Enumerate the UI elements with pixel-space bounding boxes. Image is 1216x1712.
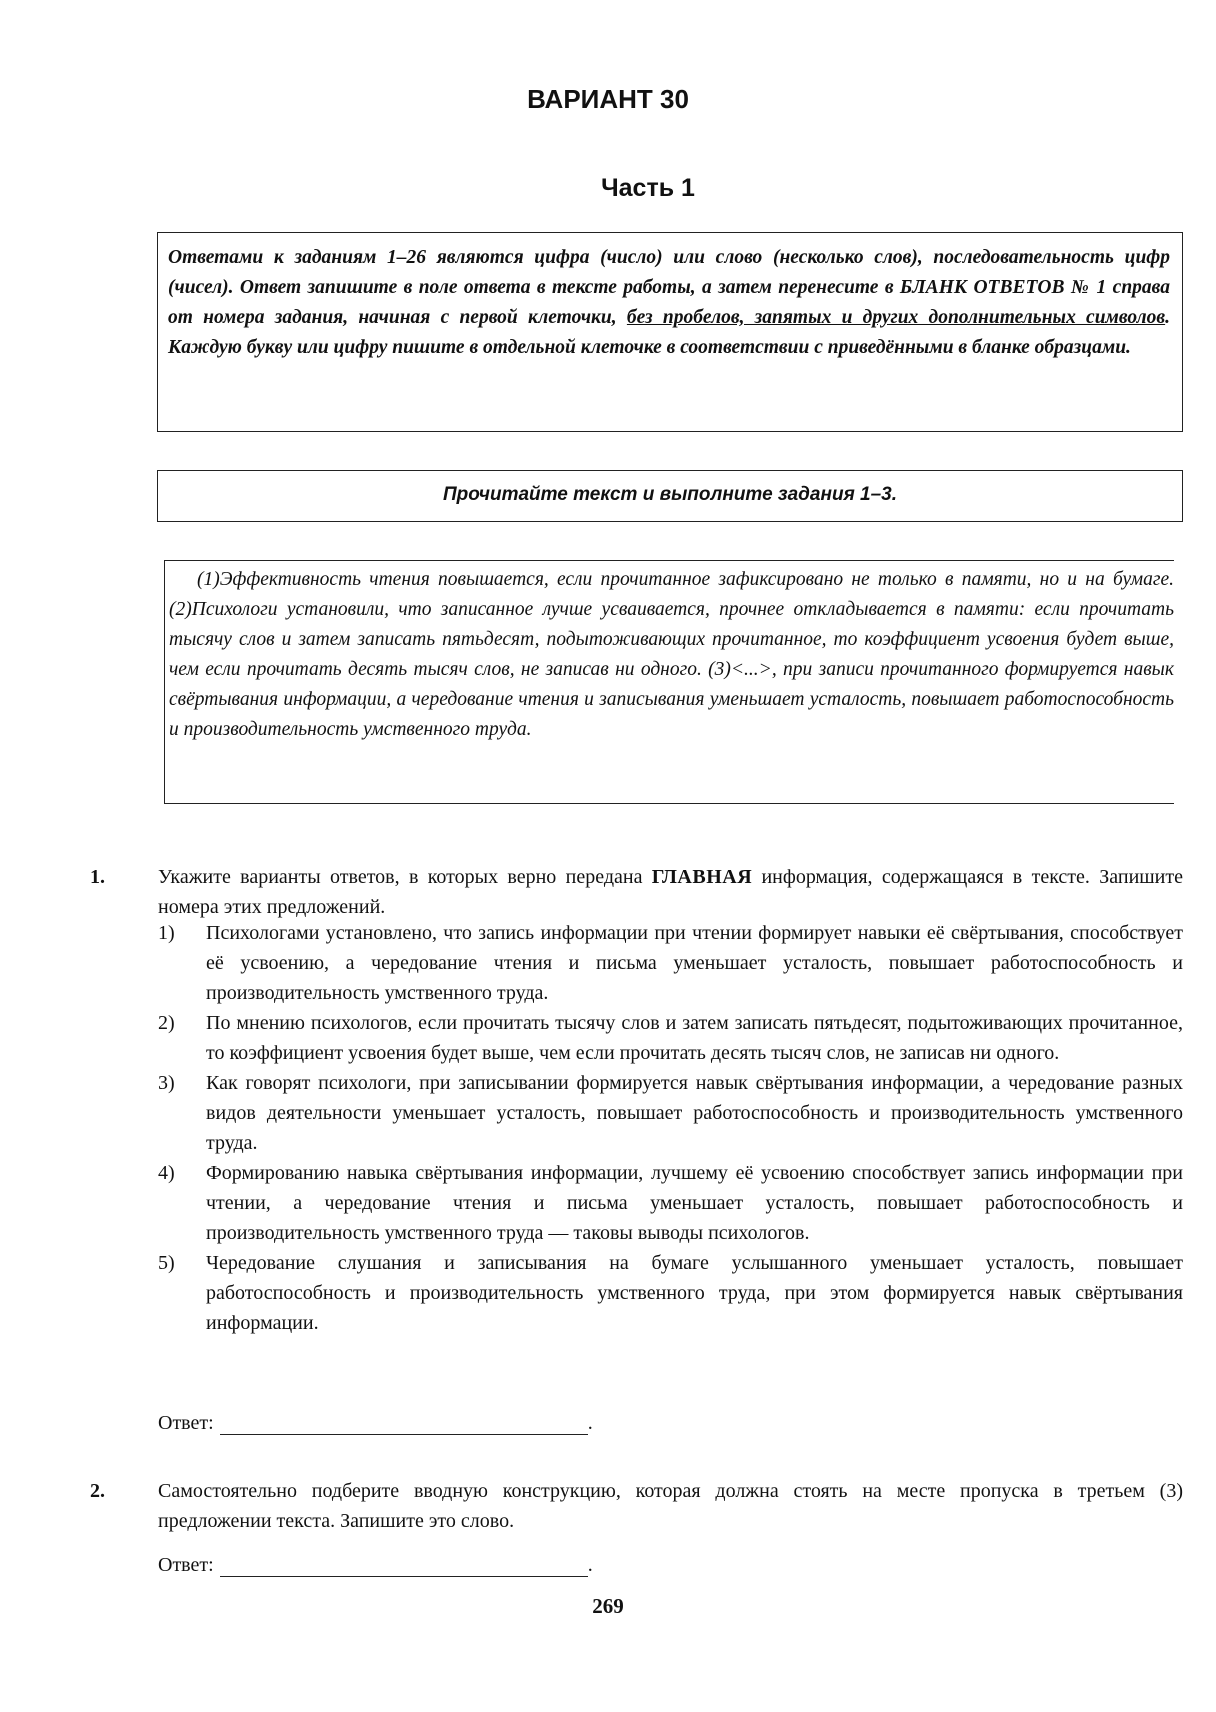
- instructions-text-end: . Каждую букву или цифру пишите в отдельной клеточке в соответствии с приведёнными в бланке образцами.: [168, 307, 1170, 358]
- answer-end: .: [587, 1554, 593, 1576]
- option-4: [158, 1158, 1183, 1248]
- option-text: По мнению психологов, если прочитать тысячу слов и затем записать пятьдесят, подытоживающих прочитанное, то коэффициент усвоения будет выше, чем если прочитать десять тысяч слов, не записав ни одного.: [206, 1012, 1183, 1064]
- option-number: 4): [158, 1162, 175, 1184]
- answer-blank[interactable]: [220, 1554, 588, 1577]
- page-number: 269: [592, 1594, 624, 1618]
- option-1: [158, 918, 1183, 1008]
- option-text: Формированию навыка свёртывания информации, лучшему её усвоению способствует запись информации при чтении, а чередование чтения и письма уменьшает усталость, повышает работоспособность и производительность умственного труда — таковы выводы психологов.: [206, 1162, 1183, 1244]
- option-5: [158, 1248, 1183, 1338]
- question-1-bold-word: ГЛАВНАЯ: [651, 866, 753, 888]
- option-text: Как говорят психологи, при записывании формируется навык свёртывания информации, а чередование разных видов деятельности уменьшает усталость, повышает работоспособность и производительность умственного труда.: [206, 1072, 1183, 1154]
- answer-end: .: [587, 1412, 593, 1434]
- question-1-options: [158, 918, 1183, 1338]
- option-number: 3): [158, 1072, 175, 1094]
- instructions-box: [157, 232, 1183, 432]
- option-3: [158, 1068, 1183, 1158]
- question-1-text-start: Укажите варианты ответов, в которых верно передана: [158, 866, 652, 888]
- question-2-text: Самостоятельно подберите вводную конструкцию, которая должна стоять на месте пропуска в третьем (3) предложении текста. Запишите это слово.: [158, 1480, 1183, 1532]
- option-2: [158, 1008, 1183, 1068]
- question-1-text: [158, 862, 1183, 922]
- instructions-underlined-text: без пробелов, запятых и других дополнительных символов: [626, 307, 1166, 328]
- reading-text-box: [164, 560, 1174, 804]
- question-1-number: 1.: [90, 866, 105, 888]
- question-1-text-end: информация, содержащаяся в тексте. Запишите номера этих предложений.: [158, 866, 1183, 918]
- reading-text: (1)Эффективность чтения повышается, если прочитанное зафиксировано не только в памяти, но и на бумаге. (2)Психологи установили, что записанное лучше усваивается, прочнее откладывается в памяти: если прочитать тысячу слов и затем записать пятьдесят, подытоживающих прочитанное, то коэффициент усвоения будет выше, чем если прочитать десять тысяч слов, не записав ни одного. (3)<...>, при записи прочитанного формируется навык свёртывания информации, а чередование чтения и записывания уменьшает усталость, повышает работоспособность и производительность умственного труда.: [169, 569, 1174, 740]
- answer-label: Ответ:: [158, 1554, 214, 1576]
- option-number: 2): [158, 1012, 175, 1034]
- option-text: Психологами установлено, что запись информации при чтении формирует навыки её свёртывания, способствует её усвоению, а чередование чтения и письма уменьшает усталость, повышает работоспособность и производительность умственного труда.: [206, 922, 1183, 1004]
- question-2-answer: [158, 1554, 593, 1577]
- task-header: Прочитайте текст и выполните задания 1–3.: [157, 470, 1183, 522]
- option-number: 5): [158, 1252, 175, 1274]
- option-number: 1): [158, 922, 175, 944]
- question-2-number: 2.: [90, 1480, 105, 1502]
- answer-blank[interactable]: [220, 1412, 588, 1435]
- instructions-text: Ответами к заданиям 1–26 являются цифра (число) или слово (несколько слов), последовательность цифр (чисел). Ответ запишите в поле ответа в тексте работы, а затем перенесите в БЛАНК ОТВЕТОВ № 1 справа от номера задания, начиная с первой клеточки,: [168, 247, 1170, 328]
- question-1-answer: [158, 1412, 593, 1435]
- part-title: Часть 1: [601, 174, 695, 202]
- answer-label: Ответ:: [158, 1412, 214, 1434]
- option-text: Чередование слушания и записывания на бумаге услышанного уменьшает усталость, повышает работоспособность и производительность умственного труда, при этом формируется навык свёртывания информации.: [206, 1252, 1183, 1334]
- variant-title: ВАРИАНТ 30: [527, 84, 689, 114]
